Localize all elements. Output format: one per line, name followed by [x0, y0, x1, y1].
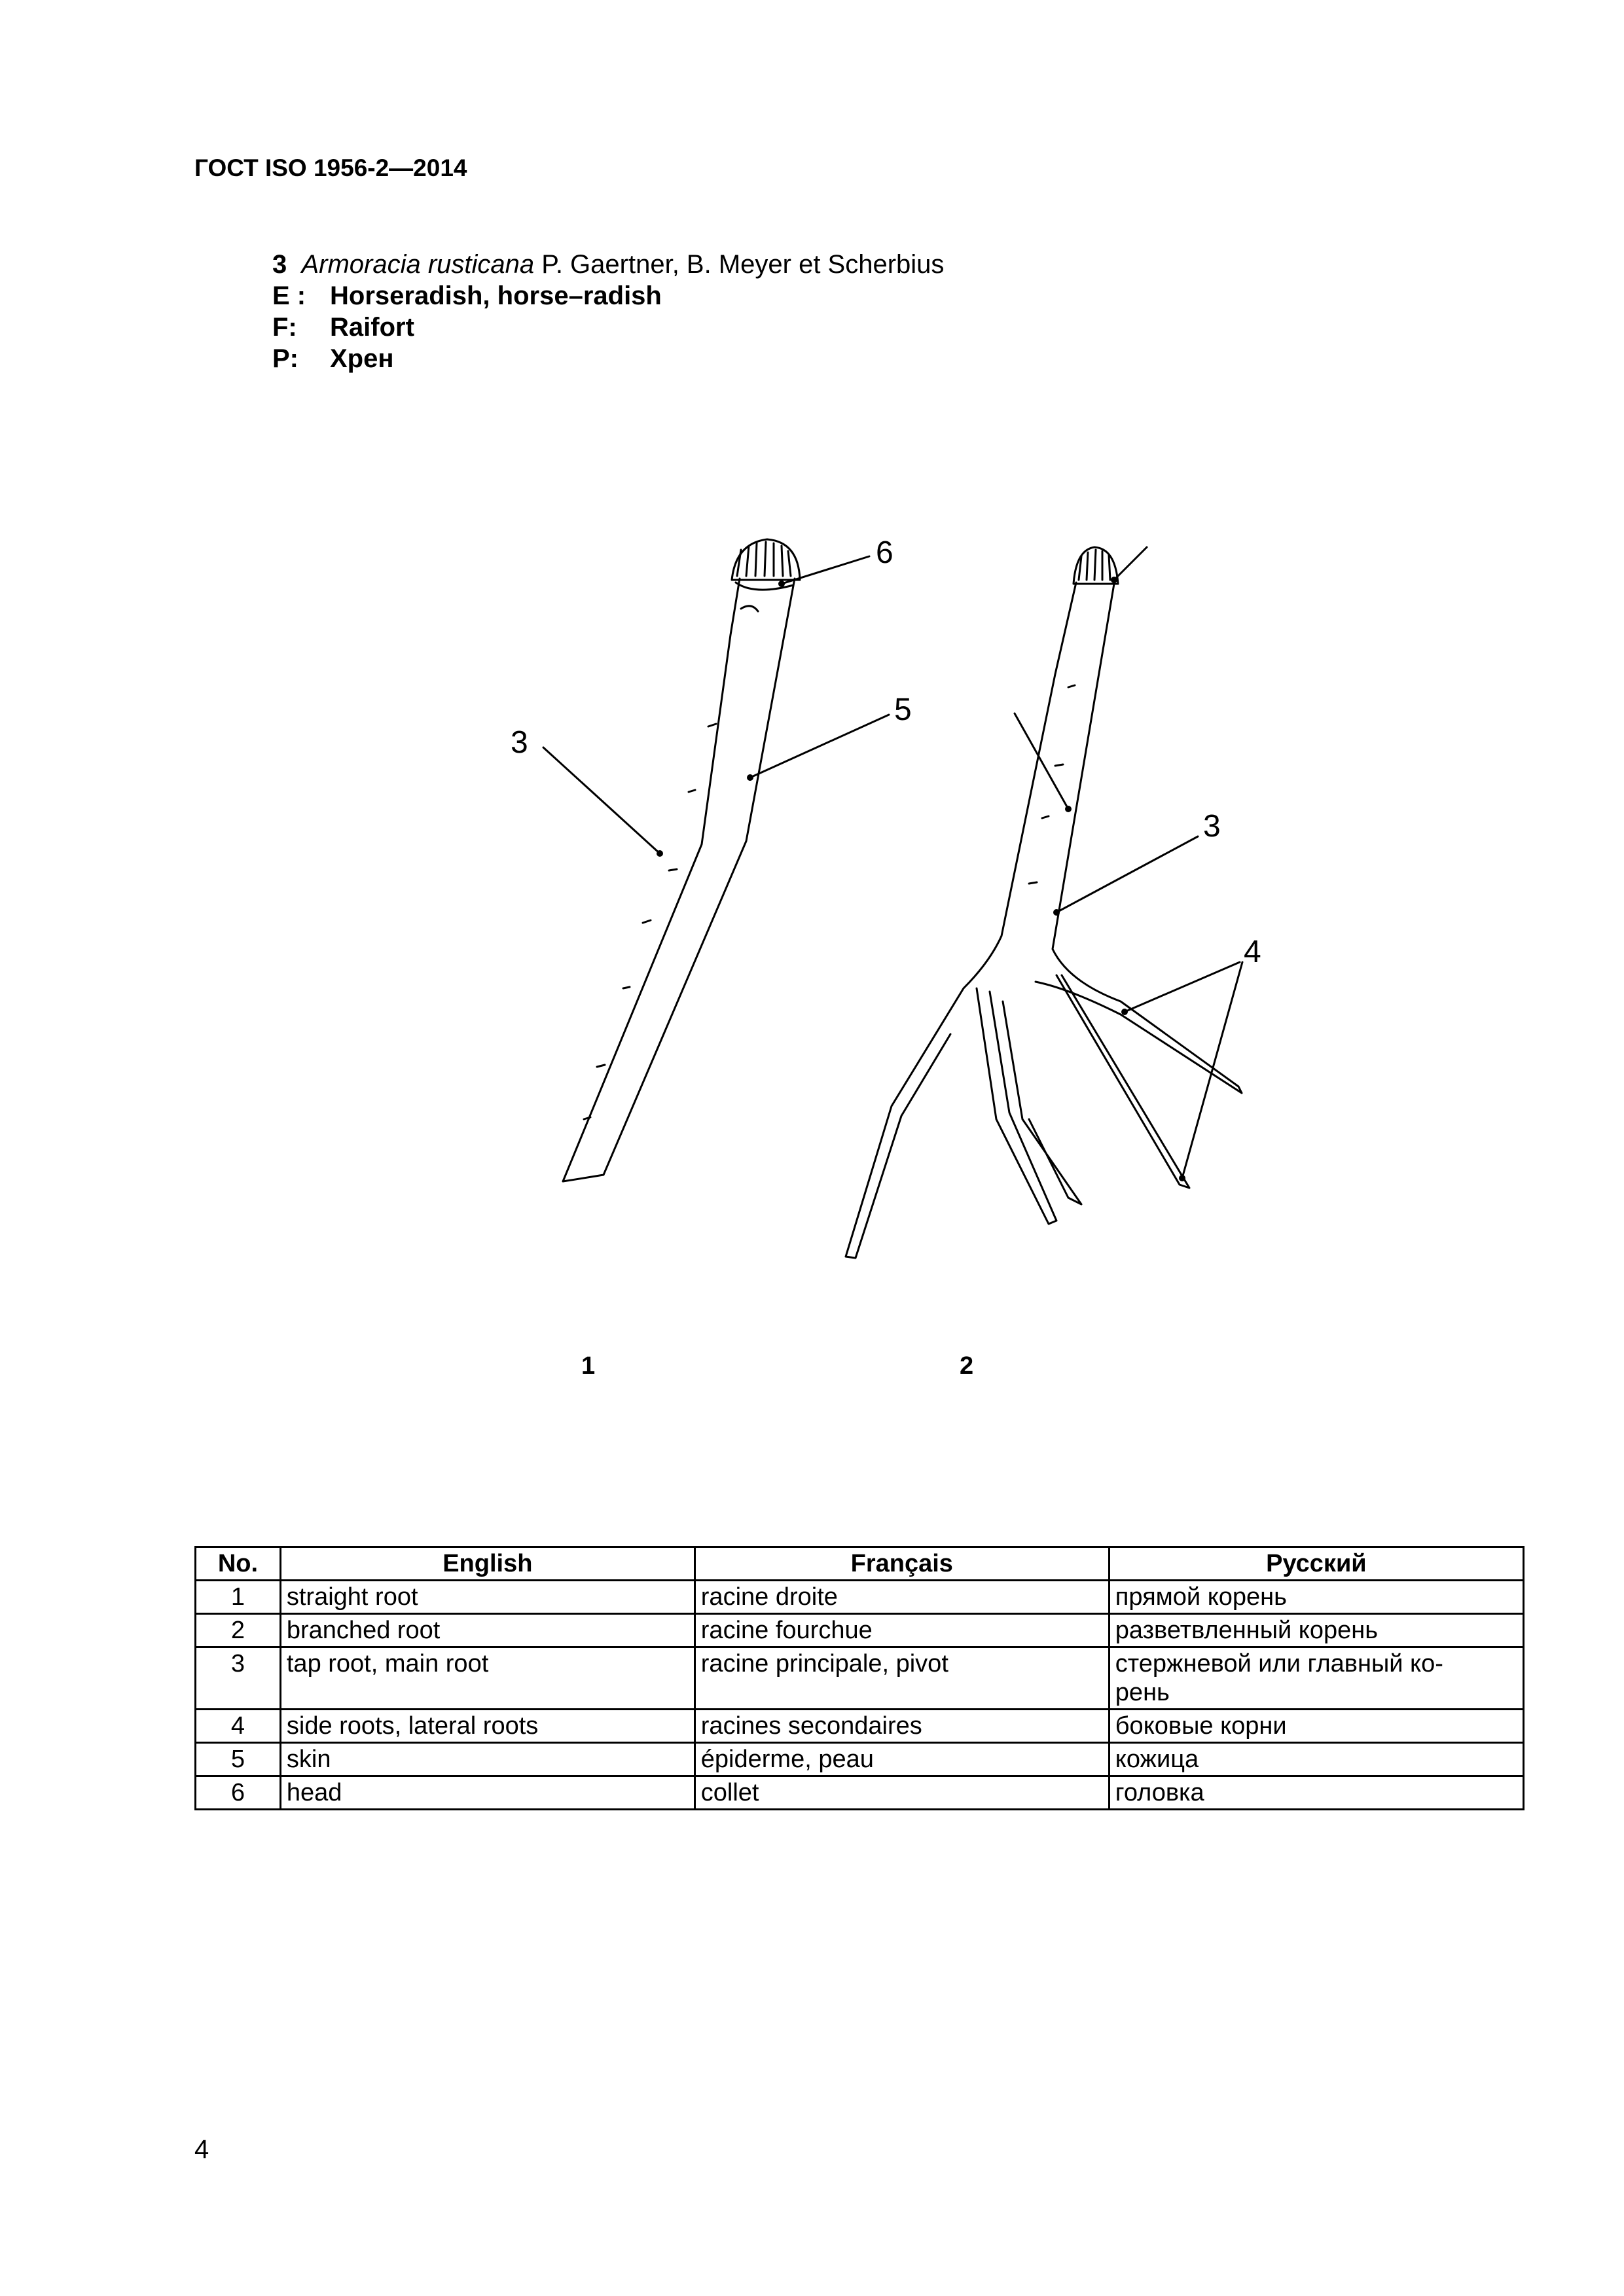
species-number: 3	[272, 250, 287, 279]
col-french: Français	[695, 1547, 1109, 1581]
french-term: épiderme, peau	[695, 1743, 1109, 1776]
caption-2: 2	[960, 1352, 974, 1380]
table-row	[196, 1647, 1524, 1710]
row-number: 3	[196, 1647, 281, 1710]
branched-root-drawing	[846, 547, 1242, 1258]
root-illustration	[492, 530, 1278, 1329]
english-term: straight root	[280, 1581, 695, 1614]
name-french: F: Raifort	[272, 313, 414, 342]
table-row	[196, 1581, 1524, 1614]
russian-term: прямой корень	[1109, 1581, 1523, 1614]
species-title	[272, 249, 944, 280]
russian-term: кожица	[1109, 1743, 1523, 1776]
terms-table	[194, 1546, 1525, 1810]
table-row	[196, 1743, 1524, 1776]
row-number: 2	[196, 1614, 281, 1647]
english-term: branched root	[280, 1614, 695, 1647]
latin-name: Armoracia rusticana	[301, 250, 535, 279]
table-row	[196, 1710, 1524, 1743]
english-term: side roots, lateral roots	[280, 1710, 695, 1743]
row-number: 5	[196, 1743, 281, 1776]
col-no: No.	[196, 1547, 281, 1581]
leader-5b	[1015, 713, 1068, 809]
col-english: English	[280, 1547, 695, 1581]
callout-4: 4	[1244, 935, 1261, 969]
leader-3a	[543, 747, 660, 853]
root-drawing	[492, 530, 1278, 1329]
document-header: ГОСТ ISO 1956-2—2014	[194, 154, 467, 181]
leader-4b	[1182, 962, 1242, 1178]
leader-5a	[750, 715, 889, 778]
row-number: 4	[196, 1710, 281, 1743]
col-russian: Русский	[1109, 1547, 1523, 1581]
leader-6a	[782, 556, 869, 584]
english-term: tap root, main root	[280, 1647, 695, 1710]
callout-6: 6	[876, 535, 893, 570]
caption-1: 1	[581, 1352, 596, 1380]
russian-term: стержневой или главный ко- рень	[1109, 1647, 1523, 1710]
table-header-row	[196, 1547, 1524, 1581]
french-term: racine droite	[695, 1581, 1109, 1614]
leader-3b	[1056, 836, 1198, 912]
english-term: skin	[280, 1743, 695, 1776]
page-number: 4	[194, 2135, 209, 2164]
english-term: head	[280, 1776, 695, 1810]
table-body	[196, 1581, 1524, 1810]
french-term: racine fourchue	[695, 1614, 1109, 1647]
name-english: E : Horseradish, horse–radish	[272, 281, 662, 310]
authors: P. Gaertner, B. Meyer et Scherbius	[541, 250, 945, 279]
callout-5: 5	[894, 692, 912, 727]
russian-term: боковые корни	[1109, 1710, 1523, 1743]
name-russian: P: Хрен	[272, 344, 394, 373]
leader-6b	[1114, 547, 1147, 580]
straight-root-drawing	[563, 539, 800, 1181]
table-row	[196, 1776, 1524, 1810]
russian-term: головка	[1109, 1776, 1523, 1810]
species-block	[272, 249, 944, 374]
leader-4a	[1125, 962, 1240, 1012]
callout-3a: 3	[511, 725, 528, 760]
row-number: 1	[196, 1581, 281, 1614]
row-number: 6	[196, 1776, 281, 1810]
table-row	[196, 1614, 1524, 1647]
russian-term: разветвленный корень	[1109, 1614, 1523, 1647]
french-term: racines secondaires	[695, 1710, 1109, 1743]
callout-3b: 3	[1203, 809, 1221, 844]
french-term: racine principale, pivot	[695, 1647, 1109, 1710]
french-term: collet	[695, 1776, 1109, 1810]
